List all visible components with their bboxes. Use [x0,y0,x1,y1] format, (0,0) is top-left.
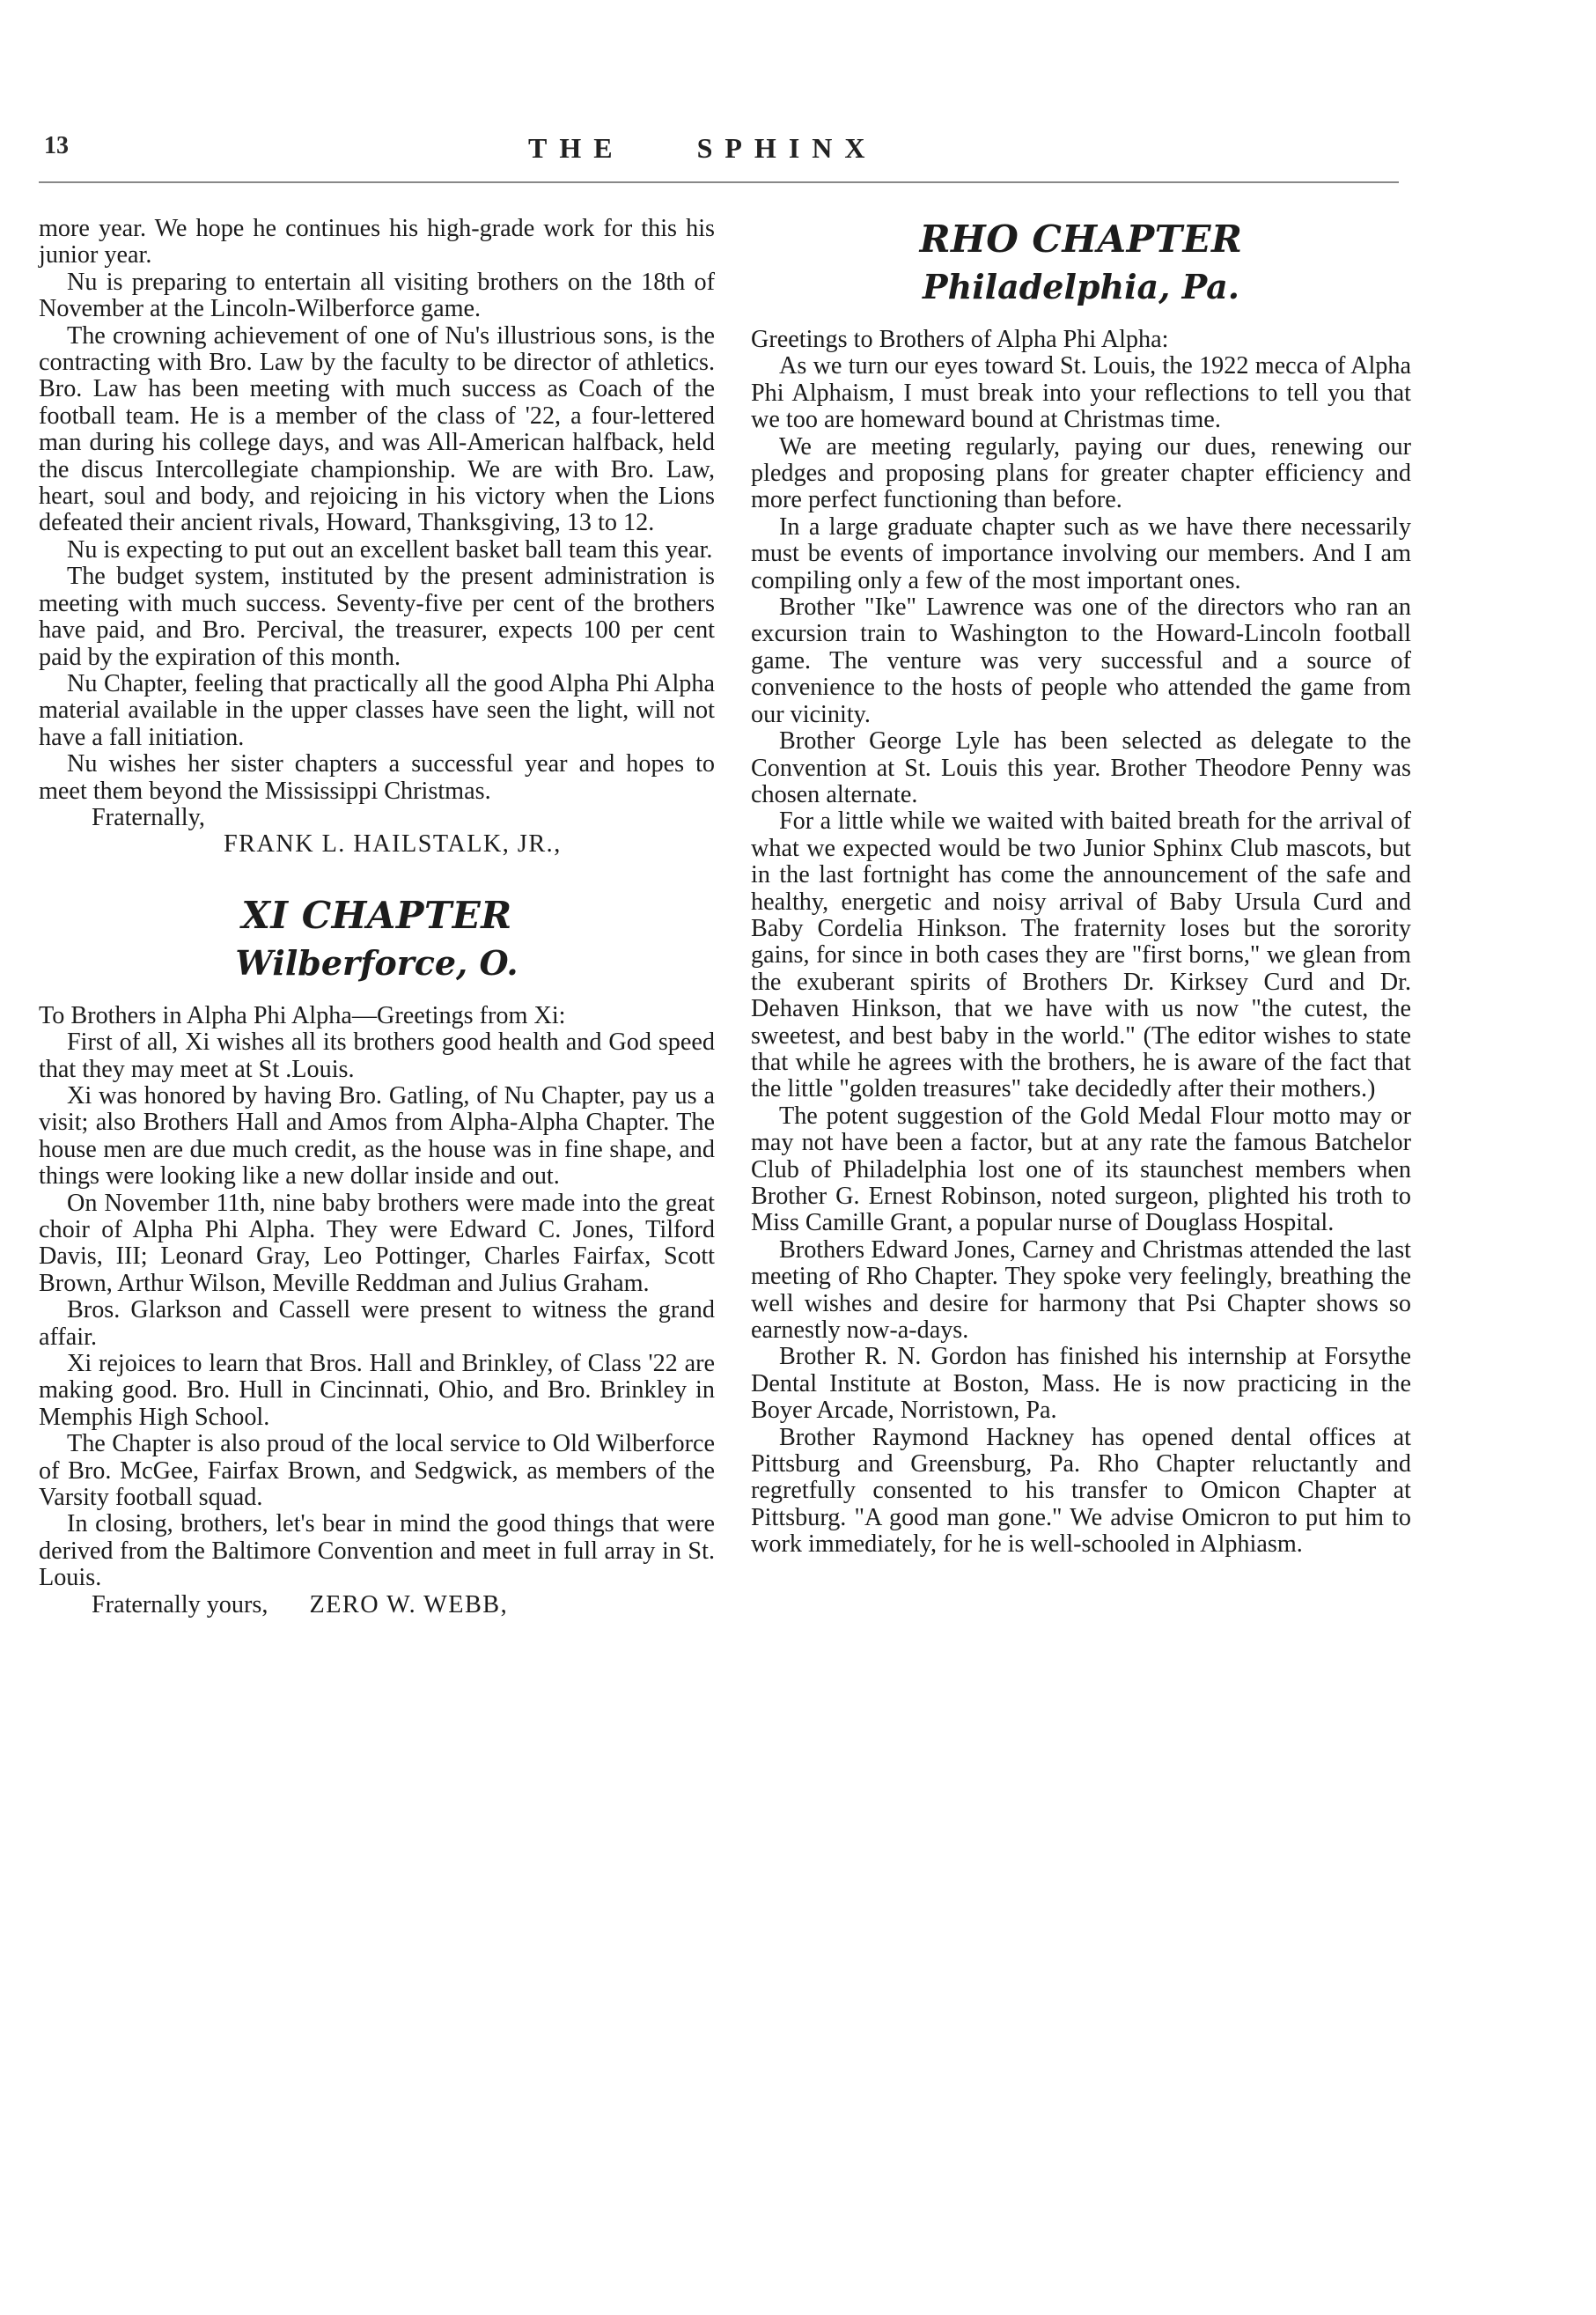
page-header [44,132,1408,185]
rho-paragraph: Brother George Lyle has been selected as delegate to the Convention at St. Louis this year. Brother Theodore Penny was chosen alternate. [751,727,1411,808]
nu-paragraph: The budget system, instituted by the present administration is meeting with much success. Seventy-five per cent of the brothers have paid, and Bro. Percival, the treasurer, expects 100 per cent paid by the expiration of this month. [39,563,715,671]
rho-paragraph: Brother "Ike" Lawrence was one of the directors who ran an excursion train to Washington to the Howard-Lincoln football game. The venture was very successful and a source of convenience to the hosts of people who attended the game from our vicinity. [751,593,1411,728]
xi-paragraph: Xi rejoices to learn that Bros. Hall and Brinkley, of Class '22 are making good. Bro. Hull in Cincinnati, Ohio, and Bro. Brinkley in Memphis High School. [39,1350,715,1431]
rho-paragraph: Brother Raymond Hackney has opened dental offices at Pittsburg and Greensburg, Pa. Rho Chapter reluctantly and regretfully consented to his transfer to Omicon Chapter at Pittsburg. "A good man gone." We advise Omicron to put him to work immediately, for he is well-schooled in Alphiasm. [751,1423,1411,1559]
xi-paragraph: First of all, Xi wishes all its brothers good health and God speed that they may meet at St .Louis. [39,1028,715,1083]
rho-paragraph: We are meeting regularly, paying our dues, renewing our pledges and proposing plans for greater chapter efficiency and more perfect functioning than before. [751,432,1411,514]
left-column [39,216,715,1618]
nu-closing: Fraternally, [92,803,205,831]
rho-paragraph: Brother R. N. Gordon has finished his internship at Forsythe Dental Institute at Boston, Mass. He is now practicing in the Boyer Arcade, Norristown, Pa. [751,1343,1411,1425]
xi-sign-off [39,1592,715,1618]
rho-greeting: Greetings to Brothers of Alpha Phi Alpha: [751,326,1169,353]
rho-chapter-title: RHO CHAPTER [919,217,1243,261]
nu-paragraph: more year. We hope he continues his high-grade work for this his junior year. [39,215,715,269]
header-divider [39,181,1399,183]
rho-paragraph: Brothers Edward Jones, Carney and Christmas attended the last meeting of Rho Chapter. They spoke very feelingly, breathing the well wishes and desire for harmony that Psi Chapter shows so earnestly now-a-days. [751,1235,1411,1345]
xi-chapter-title: XI CHAPTER [241,893,512,937]
xi-paragraph: The Chapter is also proud of the local service to Old Wilberforce of Bro. McGee, Fairfax Brown, and Sedgwick, as members of the Varsity football squad. [39,1430,715,1512]
xi-paragraph: Bros. Glarkson and Cassell were present to witness the grand affair. [39,1296,715,1351]
xi-chapter-location: Wilberforce, O. [235,942,519,983]
xi-paragraph: In closing, brothers, let's bear in mind the good things that were derived from the Baltimore Convention and meet in full array in St. Louis. [39,1510,715,1592]
rho-paragraph: The potent suggestion of the Gold Medal Flour motto may or may not have been a factor, but at any rate the famous Batchelor Club of Philadelphia lost one of its staunchest members when Brother G. Ernest Robinson, noted surgeon, plighted his troth to Miss Camille Grant, a popular nurse of Douglass Hospital. [751,1102,1411,1237]
xi-greeting: To Brothers in Alpha Phi Alpha—Greetings from Xi: [39,1001,566,1029]
right-column [751,216,1411,1559]
rho-paragraph: In a large graduate chapter such as we have there necessarily must be events of importance involving our members. And I am compiling only a few of the most important ones. [751,512,1411,594]
journal-title: THE SPHINX [528,132,878,164]
xi-closing: Fraternally yours, [92,1590,268,1618]
xi-signature: ZERO W. WEBB, [309,1590,509,1618]
nu-signature: FRANK L. HAILSTALK, JR., [224,830,562,859]
page-number: 13 [44,132,69,159]
xi-paragraph: On November 11th, nine baby brothers were made into the great choir of Alpha Phi Alpha. They were Edward C. Jones, Tilford Davis, III; Leonard Gray, Leo Pottinger, Charles Fairfax, Scott Brown, Arthur Wilson, Meville Reddman and Julius Graham. [39,1189,715,1297]
nu-paragraph: Nu is preparing to entertain all visiting brothers on the 18th of November at the Lincoln-Wilberforce game. [39,268,715,323]
rho-chapter-location: Philadelphia, Pa. [923,267,1239,306]
nu-paragraph: The crowning achievement of one of Nu's illustrious sons, is the contracting with Bro. Law by the faculty to be director of athletics. Bro. Law has been meeting with much success as Coach of the football team. He is a member of the class of '22, a four-lettered man during his college days, and was All-American halfback, held the discus Intercollegiate championship. We are with Bro. Law, heart, soul and body, and rejoicing in his victory when the Lions defeated their ancient rivals, Howard, Thanksgiving, 13 to 12. [39,321,715,537]
rho-paragraph: For a little while we waited with baited breath for the arrival of what we expected would be two Junior Sphinx Club mascots, but in the last fortnight has come the announcement of the safe and healthy, energetic and noisy arrival of Baby Ursula Curd and Baby Cordelia Hinkson. The fraternity loses but the sorority gains, for since in both cases they are "first borns," we glean from the exuberant spirits of Brothers Dr. Kirksey Curd and Dr. Dehaven Hinkson, that we have with us now "the cutest, the sweetest, and best baby in the world." (The editor wishes to state that while he agrees with the brothers, he is aware of the fact that the little "golden treasures" take decidedly after their mothers.) [751,807,1411,1103]
rho-paragraph: As we turn our eyes toward St. Louis, the 1922 mecca of Alpha Phi Alphaism, I must break into your reflections to tell you that we too are homeward bound at Christmas time. [751,352,1411,434]
xi-paragraph: Xi was honored by having Bro. Gatling, of Nu Chapter, pay us a visit; also Brothers Hall and Amos from Alpha-Alpha Chapter. The house men are due much credit, as the house was in fine shape, and things were looking like a new dollar inside and out. [39,1081,715,1191]
nu-paragraph: Nu is expecting to put out an excellent basket ball team this year. [67,535,713,564]
nu-paragraph: Nu Chapter, feeling that practically all the good Alpha Phi Alpha material available in the upper classes have seen the light, will not have a fall initiation. [39,669,715,751]
nu-paragraph: Nu wishes her sister chapters a successful year and hopes to meet them beyond the Mississippi Christmas. [39,750,715,805]
